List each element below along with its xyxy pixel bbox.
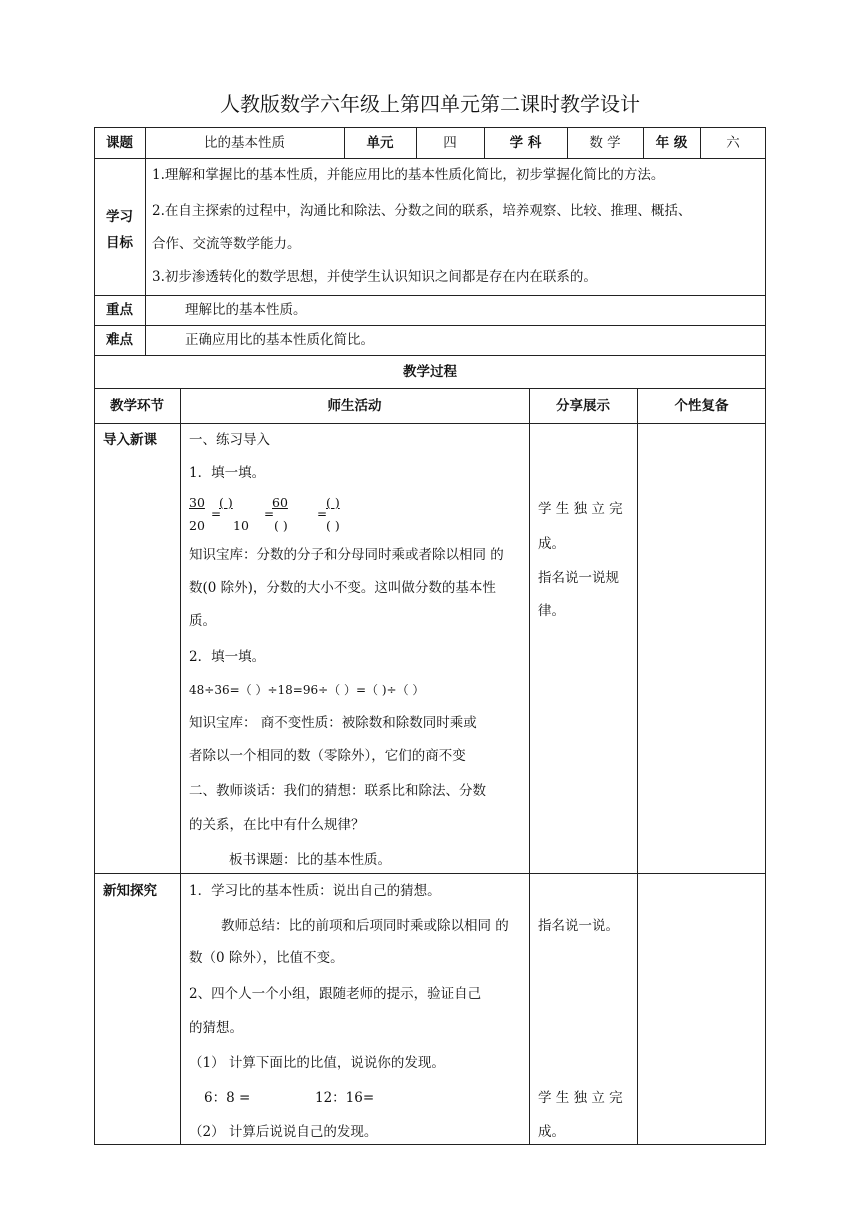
share-line: 学 生 独 立 完 [538,1090,623,1106]
row-divider [94,158,766,159]
activity-line: 1．填一填。 [189,465,266,481]
topic-value: 比的基本性质 [204,135,285,151]
key-point-text: 理解比的基本性质。 [185,302,307,318]
goals-label: 学习 [106,209,133,225]
goal-line: 2.在自主探索的过程中，沟通比和除法、分数之间的联系，培养观察、比较、推理、概括、 [152,203,692,219]
col-divider [637,388,638,1145]
subject-value: 数 学 [589,135,621,151]
fraction-numerator: ( ) [326,495,340,510]
row-divider [94,388,766,389]
fraction-denominator: ( ) [326,518,340,533]
activity-line: 2．填一填。 [189,649,266,665]
topic-label: 课题 [106,135,133,151]
activity-line: 的猜想。 [189,1020,243,1036]
equals-sign: = [211,507,222,521]
column-header: 分享展示 [556,398,610,414]
fraction-numerator: ( ) [219,495,233,510]
row-divider [94,325,766,326]
equals-sign: = [264,507,275,521]
activity-line: （2） 计算后说说自己的发现。 [189,1124,378,1140]
column-header: 教学环节 [110,398,164,414]
activity-line: 6：8 = [204,1090,251,1106]
unit-value: 四 [443,135,457,151]
unit-label: 单元 [366,135,394,151]
activity-line: 数（0 除外），比值不变。 [189,950,344,966]
fraction-numerator: 30 [189,495,205,510]
goal-line: 1.理解和掌握比的基本性质，并能应用比的基本性质化简比，初步掌握化简比的方法。 [152,167,665,183]
fraction-denominator: ( ) [274,518,288,533]
goals-label: 目标 [106,235,133,251]
share-line: 成。 [538,536,565,552]
stage-label: 导入新课 [103,432,157,448]
col-divider [180,388,181,1145]
goal-line: 合作、交流等数学能力。 [152,236,301,252]
activity-line: 2、四个人一个小组，跟随老师的提示，验证自己 [189,986,482,1002]
difficulty-label: 难点 [106,332,133,348]
activity-line: 48÷36=（ ）÷18=96÷（ ）=（ )÷（ ） [189,683,425,697]
activity-line: 知识宝库： 商不变性质：被除数和除数同时乘或 [189,715,477,731]
stage-label: 新知探究 [103,883,157,899]
goal-line: 3.初步渗透转化的数学思想，并使学生认识知识之间都是存在内在联系的。 [152,269,597,285]
subject-label: 学 科 [509,135,542,151]
activity-line: 者除以一个相同的数（零除外），它们的商不变 [189,748,466,764]
activity-line: （1） 计算下面比的比值，说说你的发现。 [189,1055,445,1071]
grade-value: 六 [726,135,740,151]
share-line: 指名说一说。 [538,918,619,934]
row-divider [94,873,766,874]
activity-line: 质。 [189,613,216,629]
activity-line: 教师总结：比的前项和后项同时乘或除以相同 的 [221,918,509,934]
fraction-numerator: 60 [272,495,288,510]
fraction-denominator: 20 [189,518,205,533]
difficulty-text: 正确应用比的基本性质化简比。 [185,332,374,348]
row-divider [94,295,766,296]
page-title: 人教版数学六年级上第四单元第二课时教学设计 [220,92,640,116]
row-divider [94,423,766,424]
share-line: 指名说一说规 [538,570,619,586]
activity-line: 板书课题：比的基本性质。 [229,852,391,868]
process-heading: 教学过程 [403,364,457,380]
fraction-denominator: 10 [233,518,249,533]
column-header: 个性复备 [674,398,729,414]
column-header: 师生活动 [327,398,382,414]
equals-sign: = [317,507,328,521]
activity-line: 数(0 除外)，分数的大小不变。这叫做分数的基本性 [189,580,496,596]
activity-line: 二、教师谈话：我们的猜想：联系比和除法、分数 [189,783,486,799]
share-line: 成。 [538,1124,565,1140]
activity-line: 的关系，在比中有什么规律？ [189,817,365,833]
col-divider [145,127,146,355]
share-line: 学 生 独 立 完 [538,501,623,517]
key-point-label: 重点 [106,302,133,318]
col-divider [529,388,530,1145]
activity-line: 1．学习比的基本性质：说出自己的猜想。 [189,883,441,899]
activity-line: 12：16= [315,1090,375,1106]
row-divider [94,355,766,356]
activity-line: 一、练习导入 [189,432,270,448]
grade-label: 年 级 [655,135,688,151]
share-line: 律。 [538,603,565,619]
activity-line: 知识宝库：分数的分子和分母同时乘或者除以相同 的 [189,547,504,563]
